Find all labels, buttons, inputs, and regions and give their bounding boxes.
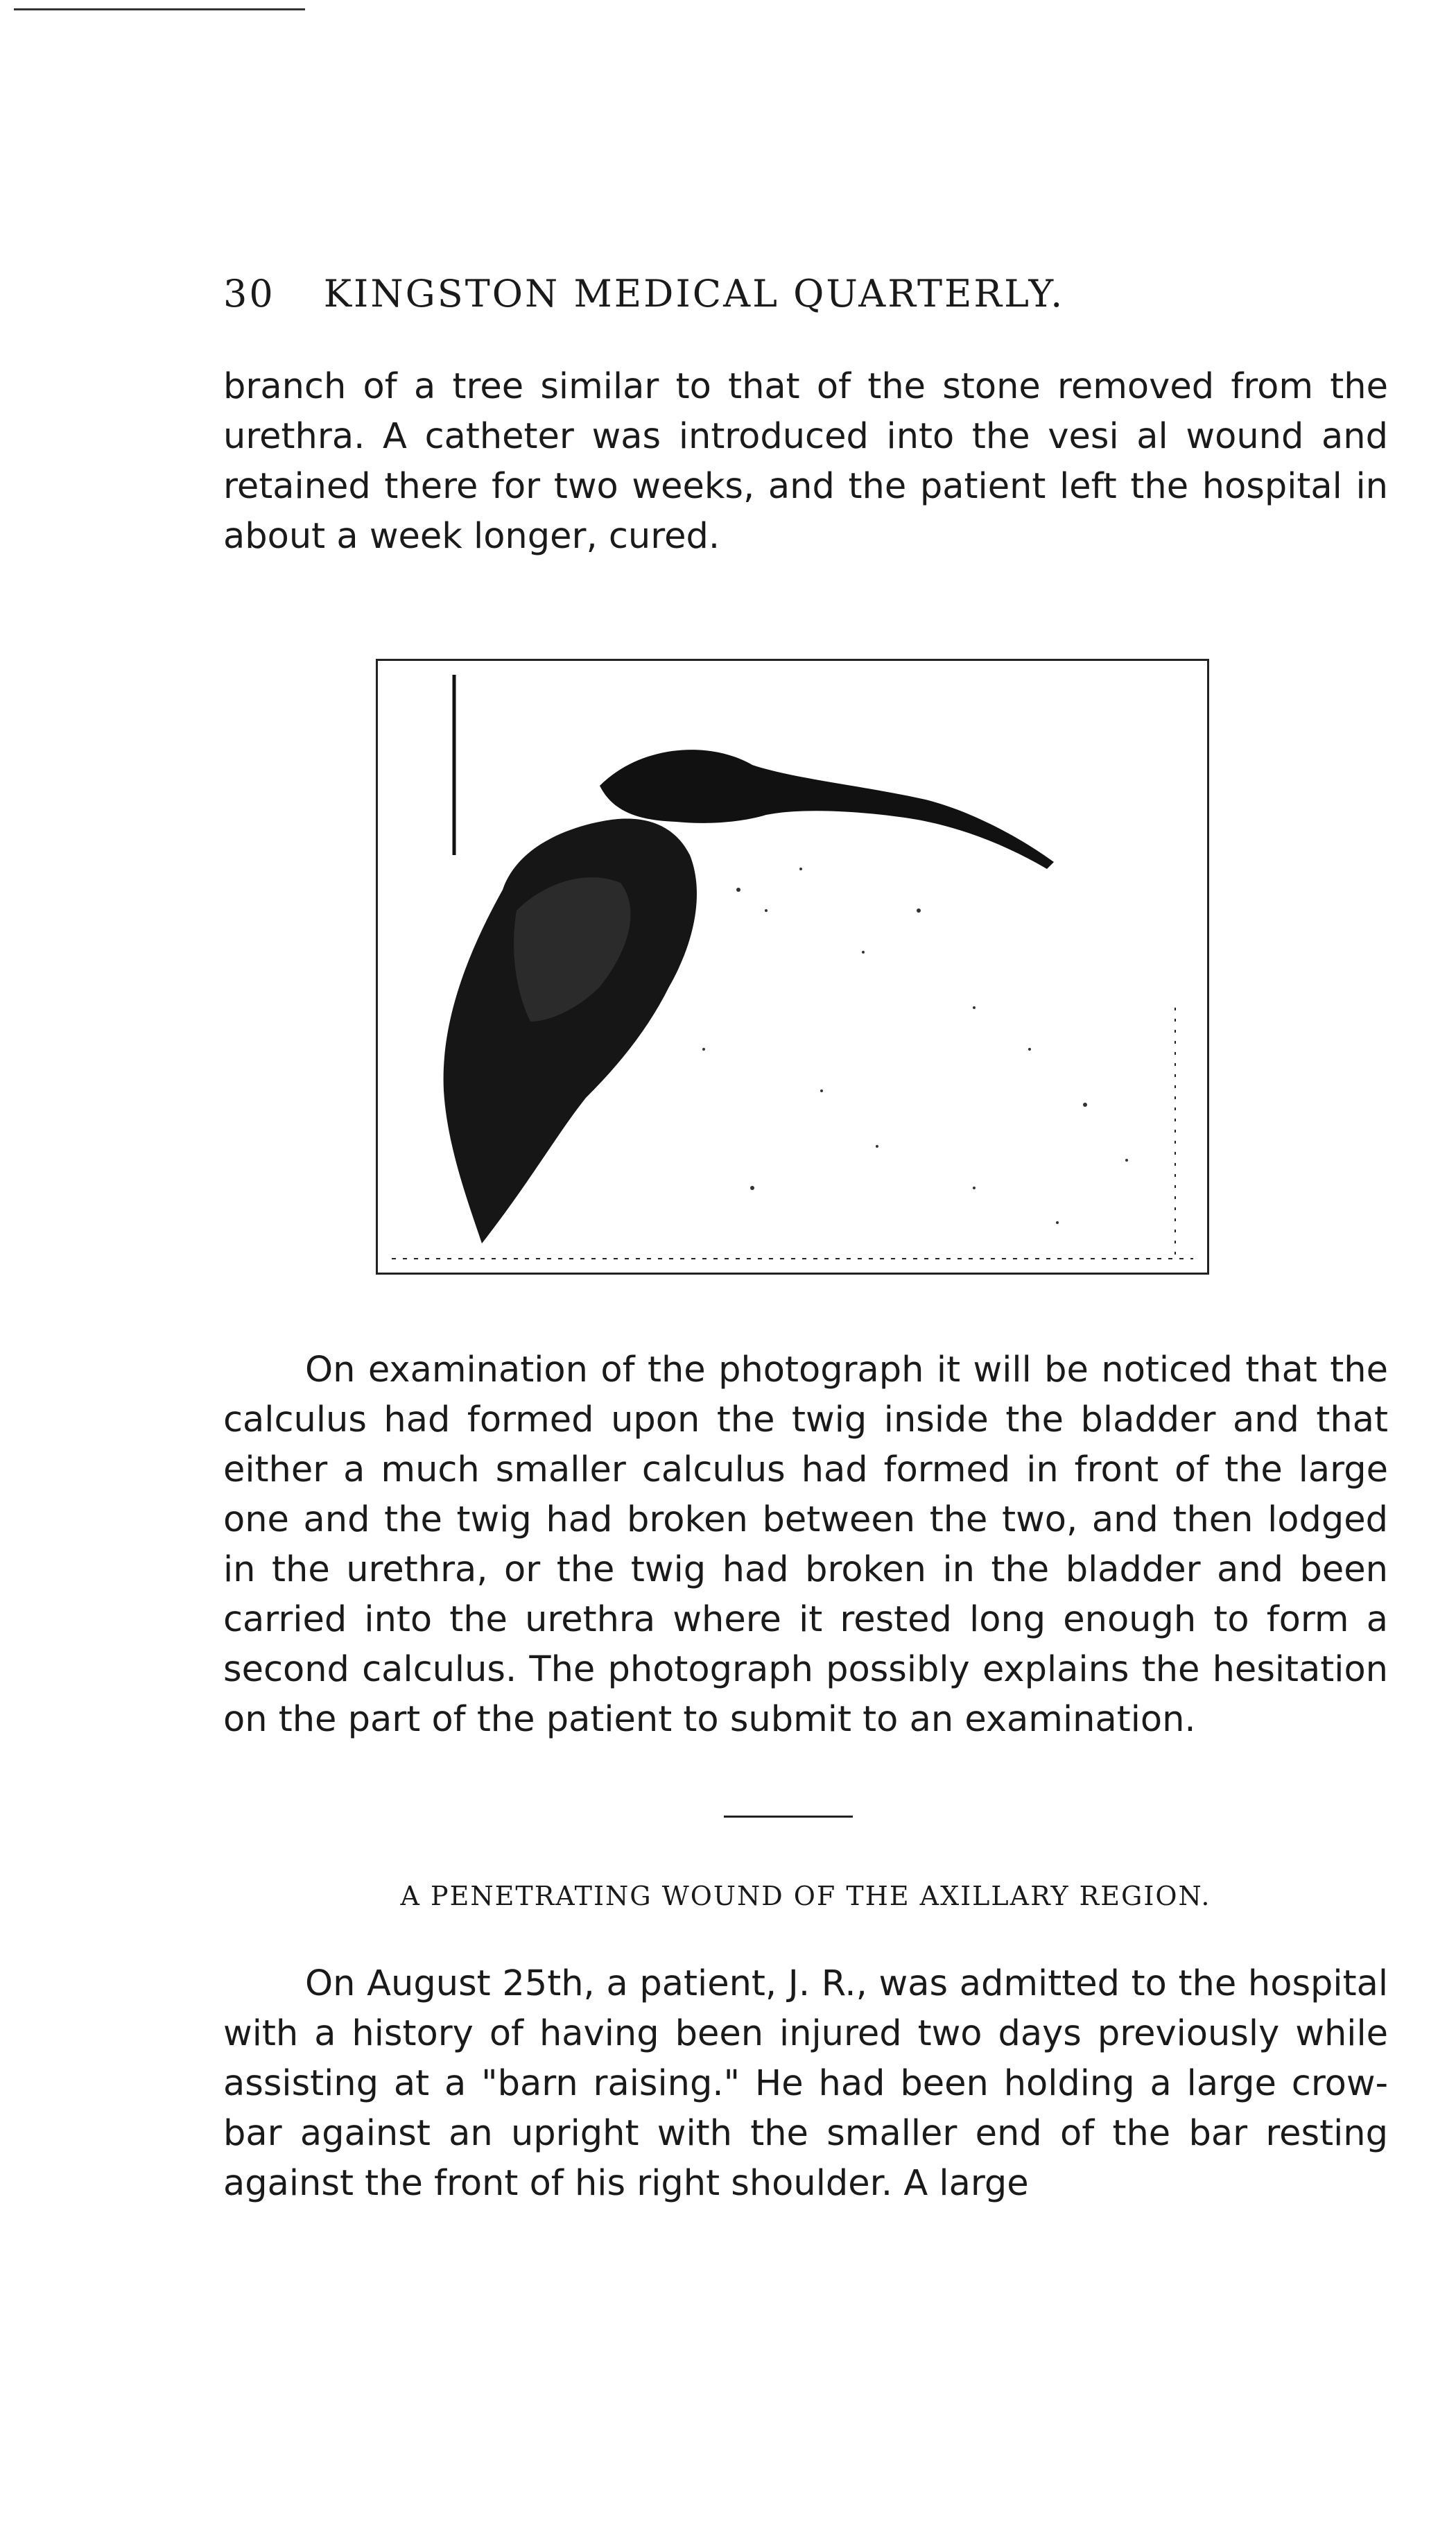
- paragraph-text: On August 25th, a patient, J. R., was admitted to the hospital with a history of having been injured two days previously while assisting at a "barn raising." He had been holding a large crow-bar against an upright with the smaller end of the bar resting against the front of his right shoulder. A large: [223, 1963, 1388, 2204]
- top-rule: [14, 8, 305, 10]
- page-number: 30: [223, 272, 275, 316]
- journal-title: KINGSTON MEDICAL QUARTERLY.: [323, 272, 1065, 316]
- paragraph-text: branch of a tree similar to that of the stone removed from the urethra. A catheter was introduced into the vesi al wound and retained there for two weeks, and the patient left the hospital in about a week longer, cured.: [223, 366, 1388, 557]
- paragraph-examination: [223, 1345, 1388, 1745]
- section-heading: A PENETRATING WOUND OF THE AXILLARY REGION.: [400, 1881, 1211, 1911]
- calculus-photo-illustration: [378, 661, 1207, 1273]
- page-header: [223, 272, 1208, 316]
- paragraph-continuation: [223, 362, 1388, 562]
- calculus-photograph: [376, 659, 1209, 1275]
- paragraph-text: On examination of the photograph it will be noticed that the calculus had formed upon the twig inside the bladder and that either a much smaller calculus had formed in front of the large one and the twig had broken between the two, and then lodged in the urethra, or the twig had broken in the bladder and been carried into the urethra where it rested long enough to form a second calculus. The photograph possibly explains the hesitation on the part of the patient to submit to an examination.: [223, 1350, 1388, 1740]
- paragraph-case-report: [223, 1959, 1388, 2209]
- section-divider: [724, 1816, 853, 1818]
